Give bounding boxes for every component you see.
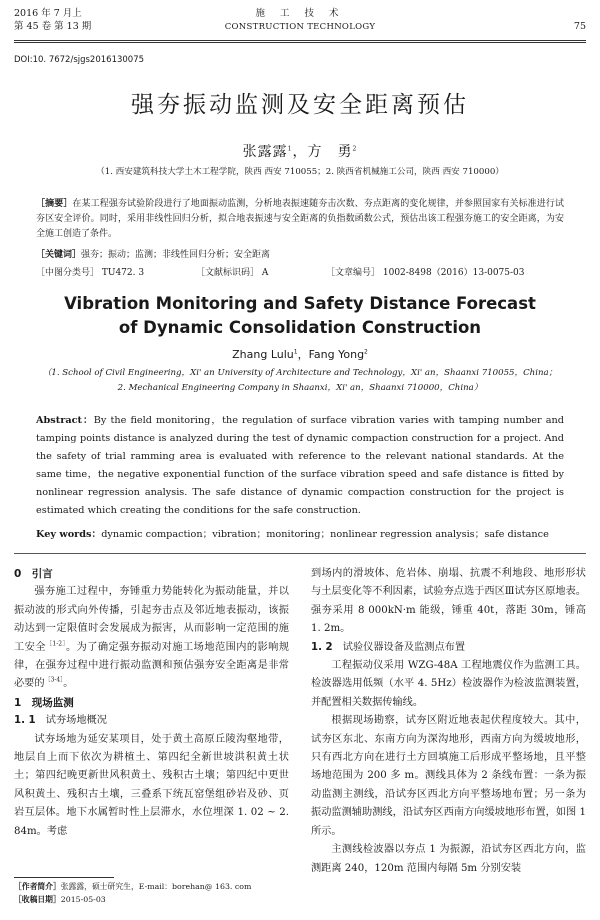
paragraph: 强夯施工过程中，夯锤重力势能转化为振动能量，并以振动波的形式向外传播，引起夯击点及邻近地表振动，该振动达到一定限值时会发展成为振害，从而影响一定范围的施工安全$^{[1-2]}$。为了确定强夯振动对施工场地范围内的影响规律，在强夯过程中进行振动监测和预估强夯安全距离是非常必要的$^{[3-4]}$。 [14, 586, 290, 690]
footnote-rule [14, 877, 114, 878]
paragraph: 根据现场勘察，试夯区附近地表起伏程度较大。其中，试夯区东北、东南方向为深沟地形，西南方向为缓坡地形，只有西北方向在进行土方回填施工后形成平整场地，且平整场地范围为 200 多 m。测线具体为 2 条线布置：一条为振动监测主测线，沿试夯区西北方向平整场地布置；另一条为振动监测辅助测线，沿试夯区西南方向缓坡地形布置，如图 1 所示。 [311, 715, 586, 837]
document-code: ［文献标识码］ A [196, 268, 269, 278]
affiliation-cn: （1. 西安建筑科技大学土木工程学院，陕西 西安 710055；2. 陕西省机械施工公司，陕西 西安 710000） [96, 167, 504, 177]
abstract-cn-text: 在某工程强夯试验阶段进行了地面振动监测，分析地表振速随夯击次数、夯点距离的变化规律，并参照国家有关标准进行试夯区安全评价。同时，采用非线性回归分析，拟合地表振速与安全距离的负指数函数公式，预估出该工程强夯施工的安全距离，为安全施工创造了条件。 [36, 199, 564, 239]
issue-date: 2016 年 7 月上 [14, 8, 82, 19]
running-header [14, 7, 586, 39]
author-1-en: Zhang Lulu [232, 348, 294, 361]
body-column-right [311, 565, 586, 878]
author-1-cn: 张露露 [242, 144, 288, 160]
issue-volume: 第 45 卷 第 13 期 [14, 21, 92, 32]
authors-cn: 张露露$^1$，方 勇$^2$ [242, 144, 358, 160]
section-1-2-heading: 1. 2 试验仪器设备及监测点布置 [311, 641, 466, 653]
section-0-heading: 0 引言 [14, 568, 53, 580]
title-en: Vibration Monitoring and Safety Distance Forecast of Dynamic Consolidation Construction [64, 294, 536, 337]
header-rule-top [14, 40, 586, 41]
section-divider [14, 553, 586, 554]
article-number: ［文章编号］ 1002-8498（2016）13-0075-03 [326, 268, 525, 278]
paragraph: 到场内的滑坡体、危岩体、崩塌、抗震不利地段、地形形状与土层变化等不利因素，试验夯点选于西区Ⅲ试夯区原地表。强夯采用 8 000kN·m 能级，锤重 40t，落距 30m，锤高 1. 2m。 [311, 568, 586, 635]
author-2-en: Fang Yong [308, 348, 365, 361]
title-cn: 强夯振动监测及安全距离预估 [131, 92, 469, 118]
section-1-heading: 1 现场监测 [14, 696, 74, 709]
abstract-en [36, 412, 564, 520]
header-rule-bottom [14, 42, 586, 43]
abstract-cn [36, 197, 564, 242]
authors-en: Zhang Lulu$^1$，Fang Yong$^2$ [232, 348, 368, 361]
abstract-en-label: Abstract： [36, 415, 94, 426]
affiliation-en: （1. School of Civil Engineering，Xi' an University of Architecture and Technology，Xi' an，Shaanxi 710055，China； 2. Mechanical Engineering Company in Shaanxi，Xi' an，Shaanxi 710000，China） [42, 368, 558, 393]
journal-name-en: CONSTRUCTION TECHNOLOGY [224, 22, 376, 32]
journal-name-cn: 施 工 技 术 [255, 8, 345, 19]
clc-number: ［中图分类号］ TU472. 3 [36, 268, 145, 278]
paragraph: 工程振动仪采用 WZG-48A 工程地震仪作为监测工具。检波器选用低频（水平 4. 5Hz）检波器作为检波监测装置，并配置相关数据传输线。 [311, 660, 586, 708]
doi: DOI:10. 7672/sjgs2016130075 [14, 55, 145, 65]
abstract-cn-label: ［摘要］ [36, 199, 73, 209]
page-number: 75 [573, 21, 586, 32]
author-2-cn: 方 勇 [307, 144, 353, 160]
abstract-en-text: By the field monitoring，the regulation of surface vibration varies with tamping number and tamping points distance is analyzed during the test of dynamic compaction construction for a project. And the safety of trial ramming area is evaluated with reference to the relevant national standards. At the same time，the negative exponential function of the surface vibration speed and safe distance is fitted by nonlinear regression analysis. The safe distance of dynamic compaction construction for the project is estimated which creating the conditions for the safe construction. [36, 415, 564, 516]
paragraph: 主测线检波器以夯点 1 为振源，沿试夯区西北方向，监测距离 240，120m 范围内每隔 5m 分别安装 [311, 844, 586, 874]
paragraph: 试夯场地为延安某项目，处于黄土高原丘陵沟壑地带，地层自上而下依次为耕植土、第四纪全新世坡洪积黄土状土；第四纪晚更新世风积黄土、残积古土壤；第四纪中更世风积黄土、残积古土壤，三叠系下统瓦窑堡组砂岩及砂、页岩互层体。地下水属暂时性上层滞水，水位埋深 1. 02 ~ 2. 84m。考虑 [14, 733, 289, 837]
received-date: ［收稿日期］2015-05-03 [14, 895, 106, 904]
author-bio: ［作者简介］张露露，硕士研究生，E-mail：borehan@ 163. com [14, 882, 252, 891]
keywords-cn: ［关键词］强夯；振动；监测；非线性回归分析；安全距离 [36, 250, 271, 260]
body-column-left [14, 565, 289, 841]
keywords-en: Key words：dynamic compaction；vibration；monitoring；nonlinear regression analysis；safe distance [36, 529, 549, 540]
section-1-1-heading: 1. 1 试夯场地概况 [14, 715, 107, 727]
